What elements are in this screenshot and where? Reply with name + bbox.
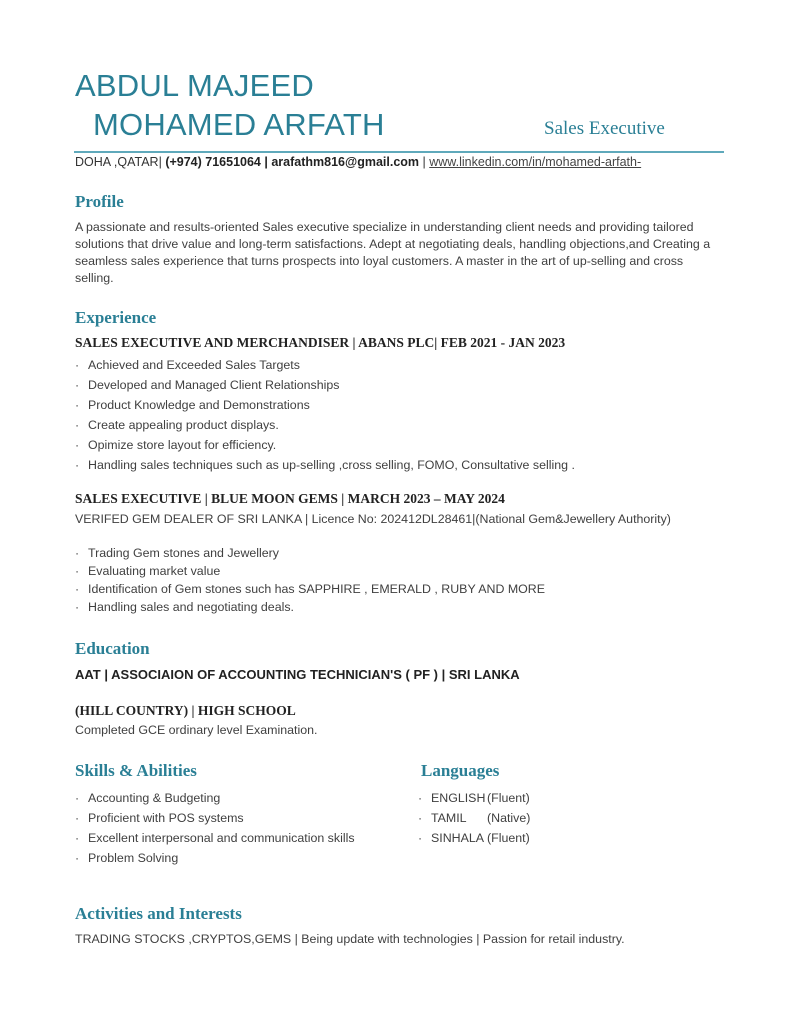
experience-heading: Experience — [75, 308, 157, 327]
email: arafathm816@gmail.com — [271, 155, 420, 169]
activities-text: TRADING STOCKS ,CRYPTOS,GEMS | Being update with technologies | Passion for retail industry. — [75, 932, 625, 946]
job-2-bullets — [75, 544, 545, 616]
list-item: · Product Knowledge and Demonstrations — [75, 398, 310, 412]
education-item-2-detail: Completed GCE ordinary level Examination. — [75, 723, 318, 737]
name-line-2: MOHAMED ARFATH — [93, 107, 385, 142]
list-item: · Developed and Managed Client Relationships — [75, 378, 340, 392]
job-role-title: Sales Executive — [544, 118, 665, 139]
list-item: · TAMIL (Native) — [418, 811, 531, 825]
list-item: · Excellent interpersonal and communication skills — [75, 831, 355, 845]
profile-heading: Profile — [75, 192, 124, 211]
job-title-2: SALES EXECUTIVE | BLUE MOON GEMS | MARCH 2023 – MAY 2024 — [75, 491, 505, 506]
skills-list — [75, 788, 355, 868]
list-item: · Opimize store layout for efficiency. — [75, 438, 277, 452]
list-item: · Trading Gem stones and Jewellery — [75, 546, 279, 560]
list-item: · SINHALA (Fluent) — [418, 831, 530, 845]
job-2-subtitle: VERIFED GEM DEALER OF SRI LANKA | Licence No: 202412DL28461|(National Gem&Jewellery Authority) — [75, 512, 671, 526]
phone: (+974) 71651064 — [165, 155, 261, 169]
name-line-1: ABDUL MAJEED — [75, 68, 314, 103]
job-1-bullets — [75, 355, 575, 475]
education-item-2: (HILL COUNTRY) | HIGH SCHOOL — [75, 703, 296, 718]
list-item: · Identification of Gem stones such has SAPPHIRE , EMERALD , RUBY AND MORE — [75, 582, 546, 596]
linkedin-link[interactable]: www.linkedin.com/in/mohamed-arfath- — [429, 155, 642, 169]
education-heading: Education — [75, 639, 150, 658]
languages-list — [418, 788, 530, 848]
job-title-1: SALES EXECUTIVE AND MERCHANDISER | ABANS PLC| FEB 2021 - JAN 2023 — [75, 335, 566, 350]
list-item: · Achieved and Exceeded Sales Targets — [75, 358, 300, 372]
profile-text: A passionate and results-oriented Sales executive specialize in understanding client needs and providing tailored solutions that drive value and long-term satisfactions. Adept at negotiating deals, handling objections,and Creating a seamless sales experience that turns prospects into loyal customers. A master in the art of up-selling and cross selling. — [75, 220, 711, 285]
list-item: · Create appealing product displays. — [75, 418, 279, 432]
header-divider — [74, 151, 724, 153]
skills-heading: Skills & Abilities — [75, 761, 197, 780]
list-item: · Accounting & Budgeting — [75, 791, 221, 805]
list-item: · Handling sales techniques such as up-selling ,cross selling, FOMO, Consultative selling . — [75, 458, 575, 472]
list-item: · ENGLISH (Fluent) — [418, 791, 530, 805]
list-item: · Proficient with POS systems — [75, 811, 244, 825]
education-item-1: AAT | ASSOCIAION OF ACCOUNTING TECHNICIAN'S ( PF ) | SRI LANKA — [75, 667, 520, 682]
list-item: · Handling sales and negotiating deals. — [75, 600, 294, 614]
list-item: · Evaluating market value — [75, 564, 221, 578]
contact-line: DOHA ,QATAR| (+974) 71651064 | arafathm816@gmail.com | www.linkedin.com/in/mohamed-arfath- — [75, 155, 642, 169]
location: DOHA ,QATAR| — [75, 155, 162, 169]
languages-heading: Languages — [421, 761, 500, 780]
activities-heading: Activities and Interests — [75, 904, 242, 923]
list-item: · Problem Solving — [75, 851, 179, 865]
